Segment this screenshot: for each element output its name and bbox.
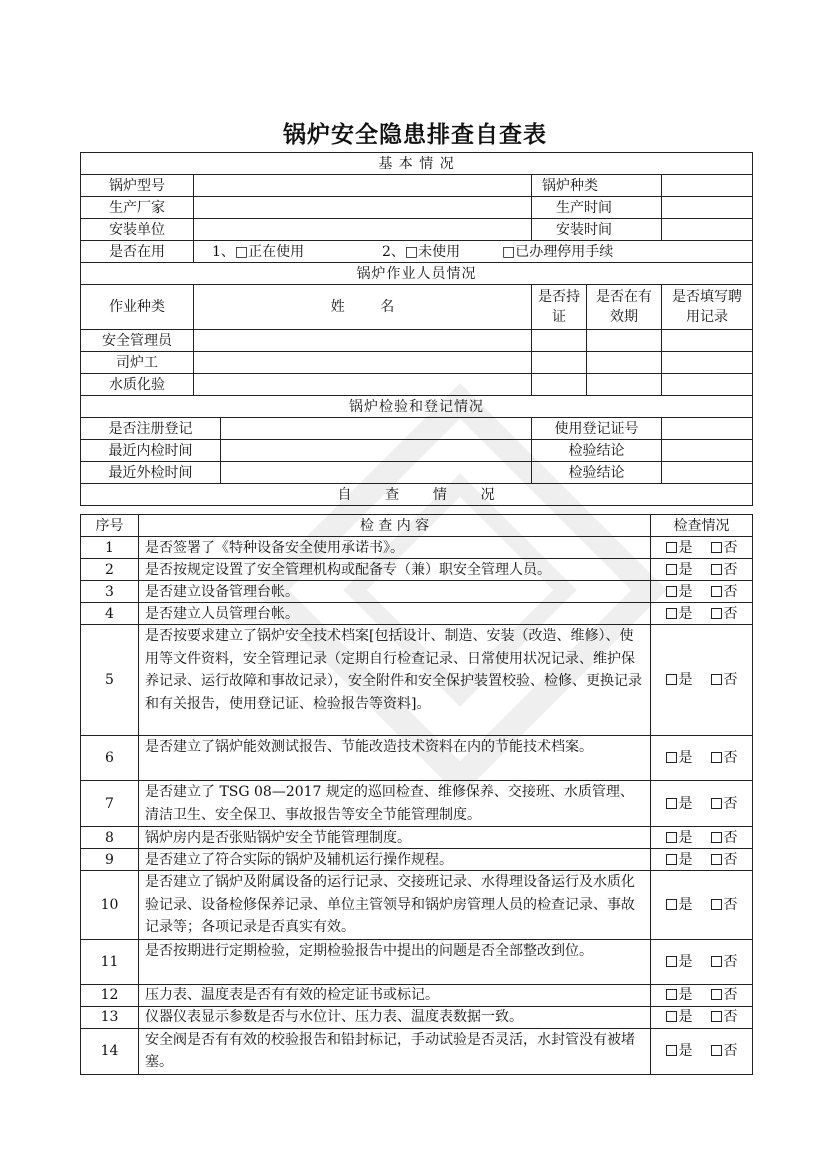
- item-status: [651, 849, 753, 871]
- checkbox-icon: [711, 586, 722, 597]
- checkbox-icon: [666, 899, 677, 910]
- col-no: 序号: [81, 515, 139, 537]
- section-basic: 基 本 情 况: [81, 153, 753, 175]
- label-install-unit: 安装单位: [81, 219, 194, 241]
- label-boiler-model: 锅炉型号: [81, 175, 194, 197]
- item-status: [651, 827, 753, 849]
- no-label: 否: [723, 829, 738, 846]
- no-checkbox[interactable]: [711, 606, 738, 622]
- staff-row-label: 司炉工: [81, 352, 194, 374]
- checkbox-icon: [711, 854, 722, 865]
- section-staff: 锅炉作业人员情况: [81, 263, 753, 285]
- yes-checkbox[interactable]: [666, 830, 693, 846]
- value-manufacturer[interactable]: [194, 197, 532, 219]
- staff-cert-cell[interactable]: [532, 352, 587, 374]
- basic-info-table: [80, 152, 753, 506]
- col-name: 姓 名: [194, 285, 532, 330]
- yes-label: 是: [678, 953, 693, 970]
- staff-valid-cell[interactable]: [587, 374, 662, 396]
- label-install-time: 安装时间: [532, 219, 662, 241]
- table-row: [81, 1028, 753, 1074]
- checkbox-icon: [666, 854, 677, 865]
- value-boiler-model[interactable]: [194, 175, 532, 197]
- staff-cert-cell[interactable]: [532, 330, 587, 352]
- checkbox-icon: [711, 564, 722, 575]
- item-number: 10: [81, 871, 139, 940]
- yes-checkbox[interactable]: [666, 562, 693, 578]
- yes-label: 是: [678, 750, 693, 766]
- yes-label: 是: [678, 583, 693, 600]
- item-status: [651, 1028, 753, 1074]
- item-content: 是否建立人员管理台帐。: [139, 603, 651, 625]
- item-number: 12: [81, 984, 139, 1006]
- item-status: [651, 559, 753, 581]
- checkbox-icon: [711, 989, 722, 1000]
- no-label: 否: [723, 583, 738, 600]
- item-number: 8: [81, 827, 139, 849]
- no-checkbox[interactable]: [711, 852, 738, 868]
- no-label: 否: [723, 987, 738, 1003]
- item-status: [651, 625, 753, 736]
- item-content: 锅炉房内是否张贴锅炉安全节能管理制度。: [139, 827, 651, 849]
- table-row: [81, 1006, 753, 1028]
- item-number: 7: [81, 781, 139, 827]
- item-number: 9: [81, 849, 139, 871]
- yes-checkbox[interactable]: [666, 1009, 693, 1025]
- checkbox-icon: [711, 832, 722, 843]
- staff-valid-cell[interactable]: [587, 330, 662, 352]
- item-number: 2: [81, 559, 139, 581]
- item-content: 是否签署了《特种设备安全使用承诺书》。: [139, 537, 651, 559]
- no-label: 否: [723, 672, 738, 688]
- value-outer-time[interactable]: [221, 462, 532, 484]
- no-checkbox[interactable]: [711, 584, 738, 600]
- checkbox-icon: [711, 1045, 722, 1056]
- item-content: 仪器仪表显示参数是否与水位计、压力表、温度表数据一致。: [139, 1006, 651, 1028]
- value-cert-no[interactable]: [662, 418, 753, 440]
- item-content: 是否按要求建立了锅炉安全技术档案[包括设计、制造、安装（改造、维修）、使用等文件资料，安全管理记录（定期自行检查记录、日常使用状况记录、维护保养记录、运行故障和事故记录），安全附件和安全保护装置校验、检修、更换记录和有关报告，使用登记证、检验报告等资料]。: [139, 625, 651, 736]
- yes-label: 是: [678, 896, 693, 913]
- table-row: [81, 871, 753, 940]
- checkbox-icon: [666, 542, 677, 553]
- no-checkbox[interactable]: [711, 672, 738, 688]
- no-label: 否: [723, 750, 738, 766]
- table-row: [81, 984, 753, 1006]
- staff-cert-cell[interactable]: [532, 374, 587, 396]
- col-cert: 是否持证: [532, 285, 587, 330]
- table-row: [81, 849, 753, 871]
- checkbox-icon: [666, 674, 677, 685]
- item-number: 1: [81, 537, 139, 559]
- table-row: [81, 603, 753, 625]
- yes-label: 是: [678, 829, 693, 846]
- item-status: [651, 603, 753, 625]
- checkbox-icon: [666, 956, 677, 967]
- table-row: [81, 827, 753, 849]
- checkbox-icon: [666, 989, 677, 1000]
- item-status: [651, 984, 753, 1006]
- yes-checkbox[interactable]: [666, 606, 693, 622]
- item-status: [651, 939, 753, 984]
- yes-checkbox[interactable]: [666, 954, 693, 970]
- table-row: [81, 736, 753, 781]
- item-number: 3: [81, 581, 139, 603]
- no-label: 否: [723, 896, 738, 913]
- no-checkbox[interactable]: [711, 796, 738, 812]
- no-label: 否: [723, 953, 738, 970]
- value-registered[interactable]: [221, 418, 532, 440]
- yes-checkbox[interactable]: [666, 540, 693, 556]
- item-content: 是否建立设备管理台帐。: [139, 581, 651, 603]
- option-deactivated[interactable]: □已办理停用手续: [502, 243, 614, 260]
- no-label: 否: [723, 795, 738, 812]
- checkbox-icon: [711, 798, 722, 809]
- option-in-use[interactable]: 1、□正在使用: [212, 243, 305, 260]
- checkbox-icon: [711, 608, 722, 619]
- table-row: [81, 939, 753, 984]
- in-use-options[interactable]: [194, 241, 753, 263]
- item-status: [651, 537, 753, 559]
- checkbox-icon: [711, 1011, 722, 1022]
- no-label: 否: [723, 1043, 738, 1059]
- staff-row-label: 水质化验: [81, 374, 194, 396]
- self-check-table: [80, 514, 753, 1075]
- item-content: 是否按期进行定期检验，定期检验报告中提出的问题是否全部整改到位。: [139, 939, 651, 984]
- yes-checkbox[interactable]: [666, 897, 693, 913]
- label-inner-time: 最近内检时间: [81, 440, 221, 462]
- item-status: [651, 581, 753, 603]
- checkbox-icon: [711, 542, 722, 553]
- no-checkbox[interactable]: [711, 1009, 738, 1025]
- yes-label: 是: [678, 539, 693, 556]
- section-self-check: 自 查 情 况: [81, 484, 753, 506]
- table-row: [81, 625, 753, 736]
- yes-checkbox[interactable]: [666, 852, 693, 868]
- staff-name-cell[interactable]: [194, 352, 532, 374]
- yes-checkbox[interactable]: [666, 750, 693, 766]
- yes-label: 是: [678, 987, 693, 1003]
- item-content: 压力表、温度表是否有有效的检定证书或标记。: [139, 984, 651, 1006]
- checkbox-icon: [711, 674, 722, 685]
- item-number: 14: [81, 1028, 139, 1074]
- no-checkbox[interactable]: [711, 540, 738, 556]
- label-manufacturer: 生产厂家: [81, 197, 194, 219]
- item-content: 是否按规定设置了安全管理机构或配备专（兼）职安全管理人员。: [139, 559, 651, 581]
- no-checkbox[interactable]: [711, 897, 738, 913]
- checkbox-icon: [666, 798, 677, 809]
- no-label: 否: [723, 1009, 738, 1025]
- label-outer-result: 检验结论: [532, 462, 662, 484]
- checkbox-icon: [666, 564, 677, 575]
- table-row: [81, 781, 753, 827]
- item-number: 11: [81, 939, 139, 984]
- col-status: 检查情况: [651, 515, 753, 537]
- yes-checkbox[interactable]: [666, 672, 693, 688]
- no-label: 否: [723, 539, 738, 556]
- yes-checkbox[interactable]: [666, 987, 693, 1003]
- col-content: 检 查 内 容: [139, 515, 651, 537]
- item-status: [651, 1006, 753, 1028]
- no-checkbox[interactable]: [711, 954, 738, 970]
- no-label: 否: [723, 605, 738, 622]
- item-status: [651, 781, 753, 827]
- value-boiler-type[interactable]: [662, 175, 753, 197]
- checkbox-icon: [666, 586, 677, 597]
- checkbox-icon: [666, 752, 677, 763]
- checkbox-icon: [711, 899, 722, 910]
- label-inner-result: 检验结论: [532, 440, 662, 462]
- yes-label: 是: [678, 851, 693, 868]
- yes-label: 是: [678, 672, 693, 688]
- value-inner-result[interactable]: [662, 440, 753, 462]
- no-label: 否: [723, 851, 738, 868]
- staff-record-cell[interactable]: [662, 374, 753, 396]
- item-number: 4: [81, 603, 139, 625]
- label-in-use: 是否在用: [81, 241, 194, 263]
- table-row: [81, 537, 753, 559]
- item-status: [651, 736, 753, 781]
- yes-label: 是: [678, 795, 693, 812]
- item-content: 是否建立了 TSG 08—2017 规定的巡回检查、维修保养、交接班、水质管理、清洁卫生、安全保卫、事故报告等安全节能管理制度。: [139, 781, 651, 827]
- label-boiler-type: 锅炉种类: [532, 175, 662, 197]
- option-not-in-use[interactable]: 2、□未使用: [382, 243, 461, 260]
- col-record: 是否填写聘用记录: [662, 285, 753, 330]
- label-production-time: 生产时间: [532, 197, 662, 219]
- checkbox-icon: [711, 752, 722, 763]
- staff-record-cell[interactable]: [662, 352, 753, 374]
- yes-checkbox[interactable]: [666, 1043, 693, 1059]
- yes-label: 是: [678, 605, 693, 622]
- no-checkbox[interactable]: [711, 830, 738, 846]
- yes-checkbox[interactable]: [666, 584, 693, 600]
- yes-label: 是: [678, 561, 693, 578]
- yes-label: 是: [678, 1043, 693, 1059]
- no-checkbox[interactable]: [711, 987, 738, 1003]
- staff-row-label: 安全管理员: [81, 330, 194, 352]
- checkbox-icon: [666, 1011, 677, 1022]
- label-cert-no: 使用登记证号: [532, 418, 662, 440]
- item-content: 是否建立了锅炉能效测试报告、节能改造技术资料在内的节能技术档案。: [139, 736, 651, 781]
- no-checkbox[interactable]: [711, 1043, 738, 1059]
- checkbox-icon: [666, 832, 677, 843]
- checkbox-icon: [666, 608, 677, 619]
- checkbox-icon: [666, 1045, 677, 1056]
- page-title: 锅炉安全隐患排查自查表: [283, 122, 547, 148]
- staff-name-cell[interactable]: [194, 374, 532, 396]
- value-production-time[interactable]: [662, 197, 753, 219]
- no-checkbox[interactable]: [711, 750, 738, 766]
- value-inner-time[interactable]: [221, 440, 532, 462]
- value-install-time[interactable]: [662, 219, 753, 241]
- section-inspection: 锅炉检验和登记情况: [81, 396, 753, 418]
- yes-label: 是: [678, 1009, 693, 1025]
- item-content: 安全阀是否有有效的校验报告和铅封标记，手动试验是否灵活，水封管没有被堵塞。: [139, 1028, 651, 1074]
- item-number: 5: [81, 625, 139, 736]
- yes-checkbox[interactable]: [666, 796, 693, 812]
- item-number: 13: [81, 1006, 139, 1028]
- label-outer-time: 最近外检时间: [81, 462, 221, 484]
- checkbox-icon: [711, 956, 722, 967]
- item-content: 是否建立了符合实际的锅炉及辅机运行操作规程。: [139, 849, 651, 871]
- label-registered: 是否注册登记: [81, 418, 221, 440]
- table-row: [81, 581, 753, 603]
- table-row: [81, 559, 753, 581]
- no-checkbox[interactable]: [711, 562, 738, 578]
- no-label: 否: [723, 561, 738, 578]
- value-outer-result[interactable]: [662, 462, 753, 484]
- col-valid: 是否在有效期: [587, 285, 662, 330]
- col-work-type: 作业种类: [81, 285, 194, 330]
- value-install-unit[interactable]: [194, 219, 532, 241]
- staff-record-cell[interactable]: [662, 330, 753, 352]
- staff-valid-cell[interactable]: [587, 352, 662, 374]
- item-status: [651, 871, 753, 940]
- staff-name-cell[interactable]: [194, 330, 532, 352]
- item-content: 是否建立了锅炉及附属设备的运行记录、交接班记录、水得理设备运行及水质化验记录、设备检修保养记录、单位主管领导和锅炉房管理人员的检查记录、事故记录等；各项记录是否真实有效。: [139, 871, 651, 940]
- item-number: 6: [81, 736, 139, 781]
